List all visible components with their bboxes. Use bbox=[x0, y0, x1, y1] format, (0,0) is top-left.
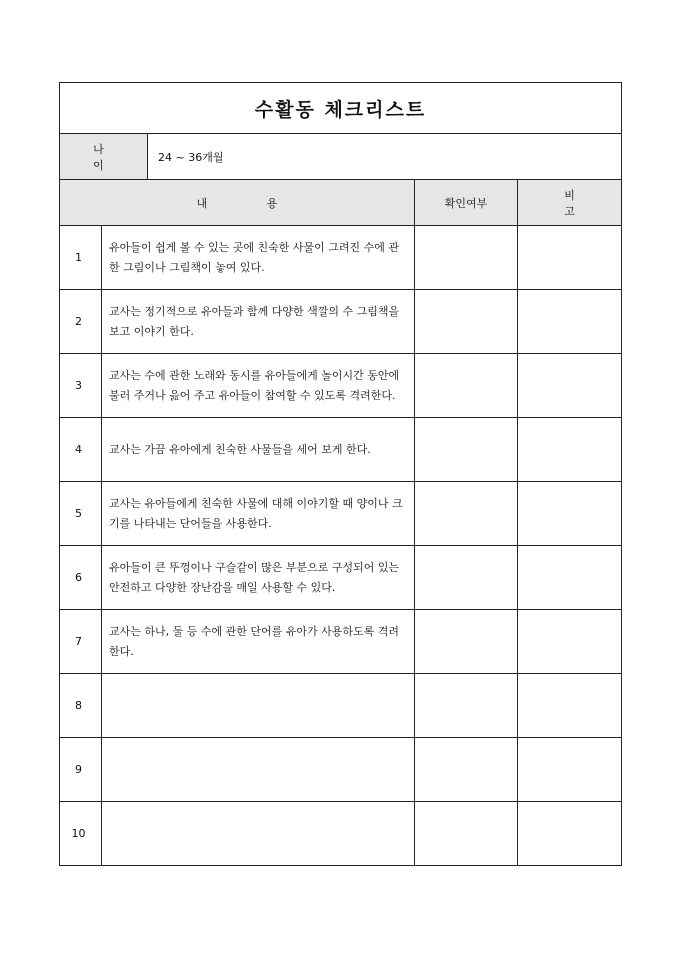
check-cell[interactable] bbox=[415, 482, 518, 546]
check-cell[interactable] bbox=[415, 546, 518, 610]
row-content: 교사는 하나, 둘 등 수에 관한 단어를 유아가 사용하도록 격려한다. bbox=[102, 610, 415, 674]
check-cell[interactable] bbox=[415, 354, 518, 418]
table-row bbox=[60, 738, 622, 802]
row-content: 교사는 정기적으로 유아들과 함께 다양한 색깔의 수 그림책을 보고 이야기 한다. bbox=[102, 290, 415, 354]
row-content: 교사는 가끔 유아에게 친숙한 사물들을 세어 보게 한다. bbox=[102, 418, 415, 482]
check-cell[interactable] bbox=[415, 226, 518, 290]
row-number: 4 bbox=[60, 418, 102, 482]
row-content: 유아들이 쉽게 볼 수 있는 곳에 친숙한 사물이 그려진 수에 관한 그림이나 그림책이 놓여 있다. bbox=[102, 226, 415, 290]
note-cell[interactable] bbox=[518, 674, 622, 738]
row-number: 8 bbox=[60, 674, 102, 738]
row-number: 9 bbox=[60, 738, 102, 802]
table-row bbox=[60, 610, 622, 674]
age-value: 24 ~ 36개월 bbox=[148, 134, 622, 180]
note-cell[interactable] bbox=[518, 546, 622, 610]
table-row bbox=[60, 290, 622, 354]
note-cell[interactable] bbox=[518, 354, 622, 418]
row-number: 5 bbox=[60, 482, 102, 546]
content-header: 내 용 bbox=[60, 180, 415, 226]
table-row bbox=[60, 482, 622, 546]
row-number: 2 bbox=[60, 290, 102, 354]
table-row bbox=[60, 226, 622, 290]
table-row bbox=[60, 354, 622, 418]
note-cell[interactable] bbox=[518, 482, 622, 546]
row-number: 1 bbox=[60, 226, 102, 290]
check-cell[interactable] bbox=[415, 674, 518, 738]
note-cell[interactable] bbox=[518, 290, 622, 354]
table-row bbox=[60, 802, 622, 866]
note-cell[interactable] bbox=[518, 418, 622, 482]
check-cell[interactable] bbox=[415, 418, 518, 482]
page-title: 수활동 체크리스트 bbox=[60, 83, 622, 134]
table-row bbox=[60, 546, 622, 610]
row-content: 교사는 유아들에게 친숙한 사물에 대해 이야기할 때 양이나 크기를 나타내는 단어들을 사용한다. bbox=[102, 482, 415, 546]
row-number: 10 bbox=[60, 802, 102, 866]
row-content: 교사는 수에 관한 노래와 동시를 유아들에게 놀이시간 동안에 불러 주거나 읊어 주고 유아들이 참여할 수 있도록 격려한다. bbox=[102, 354, 415, 418]
row-number: 7 bbox=[60, 610, 102, 674]
note-header: 비 고 bbox=[518, 180, 622, 226]
table-row bbox=[60, 418, 622, 482]
note-cell[interactable] bbox=[518, 610, 622, 674]
checklist-table bbox=[59, 82, 622, 866]
row-number: 3 bbox=[60, 354, 102, 418]
check-cell[interactable] bbox=[415, 290, 518, 354]
note-cell[interactable] bbox=[518, 802, 622, 866]
check-cell[interactable] bbox=[415, 738, 518, 802]
age-label: 나 이 bbox=[60, 134, 148, 180]
checklist-sheet bbox=[59, 82, 621, 866]
check-cell[interactable] bbox=[415, 802, 518, 866]
row-number: 6 bbox=[60, 546, 102, 610]
row-content[interactable] bbox=[102, 802, 415, 866]
row-content[interactable] bbox=[102, 674, 415, 738]
check-header: 확인여부 bbox=[415, 180, 518, 226]
note-cell[interactable] bbox=[518, 738, 622, 802]
row-content: 유아들이 큰 뚜껑이나 구슬같이 많은 부분으로 구성되어 있는 안전하고 다양한 장난감을 매일 사용할 수 있다. bbox=[102, 546, 415, 610]
check-cell[interactable] bbox=[415, 610, 518, 674]
table-row bbox=[60, 674, 622, 738]
note-cell[interactable] bbox=[518, 226, 622, 290]
row-content[interactable] bbox=[102, 738, 415, 802]
